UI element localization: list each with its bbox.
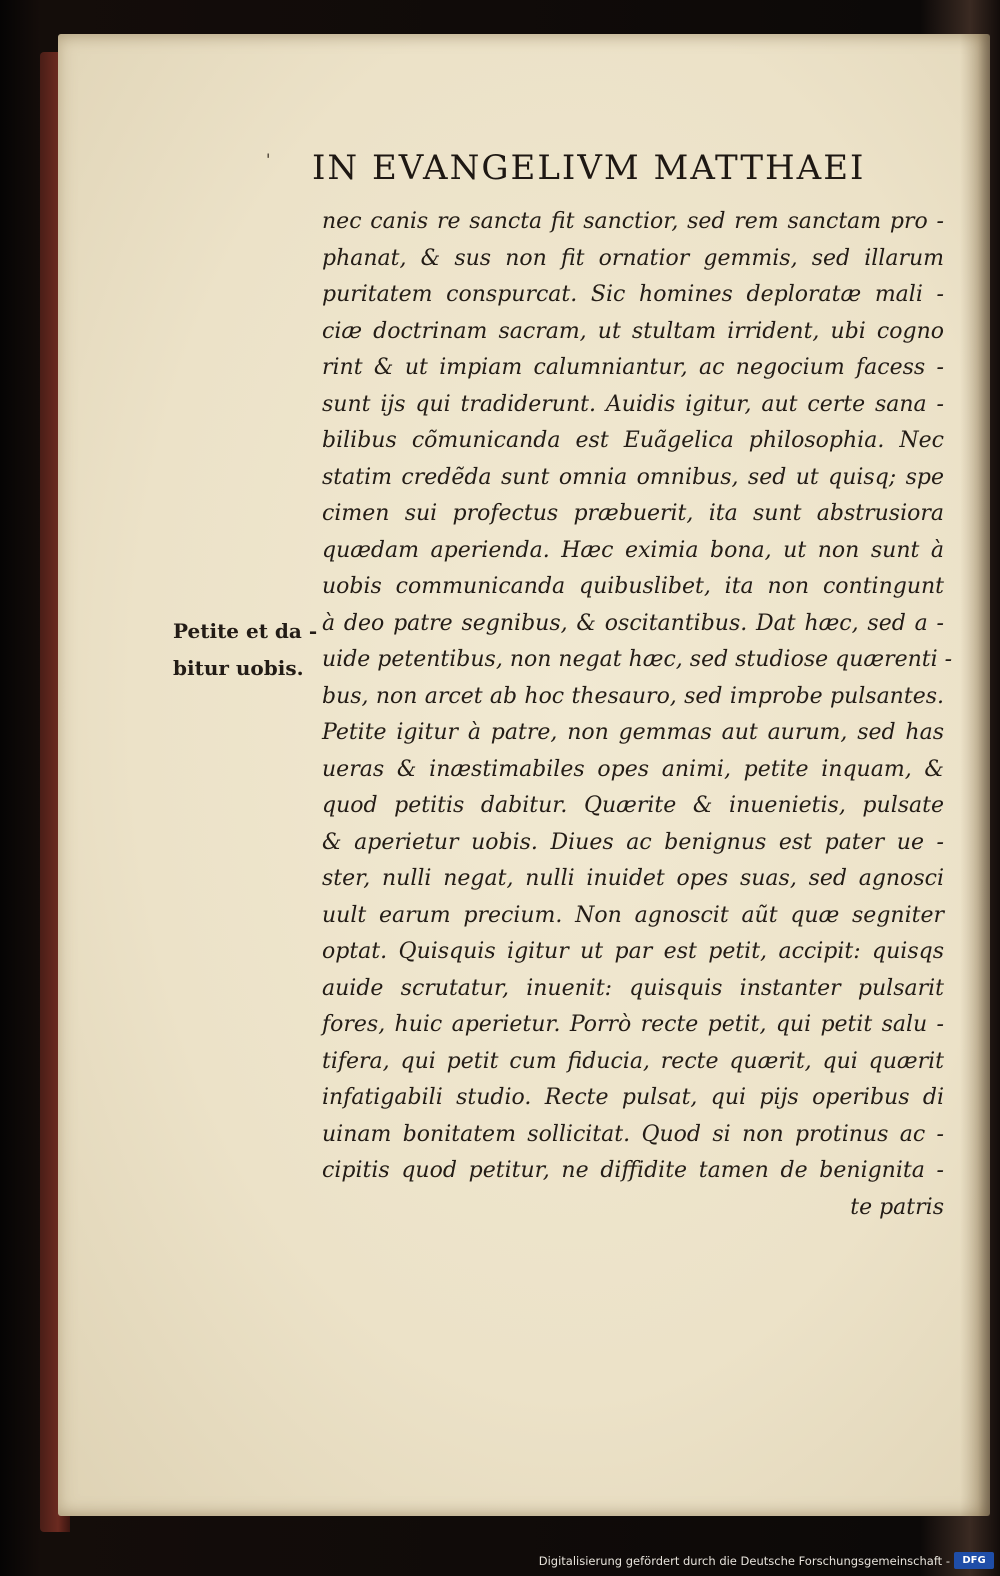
text-line: quædam aperienda. Hæc eximia bona, ut non sunt à: [322, 537, 944, 563]
text-line: phanat, & sus non fit ornatior gemmis, sed illarum: [322, 245, 944, 271]
text-line: puritatem conspurcat. Sic homines deploratæ mali -: [322, 282, 944, 307]
text-line: uult earum precium. Non agnoscit aũt quæ segniter: [322, 902, 944, 928]
main-text-block: [322, 204, 953, 1226]
page-gutter-shadow: [960, 34, 990, 1516]
text-line: Petite igitur à patre, non gemmas aut aurum, sed has: [322, 720, 944, 745]
text-line: nec canis re sancta fit sanctior, sed rem sanctam pro -: [322, 209, 944, 234]
text-line: statim credẽda sunt omnia omnibus, sed ut quisq; spe: [322, 464, 944, 490]
text-line: auide scrutatur, inuenit: quisquis instanter pulsarit: [322, 975, 944, 1001]
running-head: IN EVANGELIVM MATTHAEI: [312, 148, 866, 188]
dfg-logo: DFG: [954, 1552, 994, 1569]
text-line: rint & ut impiam calumniantur, ac negocium facess -: [322, 355, 944, 380]
digitization-footer: [0, 1548, 1000, 1576]
ink-mark: ': [266, 150, 271, 169]
text-line: uobis communicanda quibuslibet, ita non contingunt: [322, 574, 944, 599]
text-line: bus, non arcet ab hoc thesauro, sed improbe pulsantes.: [322, 683, 944, 709]
text-line: tifera, qui petit cum fiducia, recte quærit, qui quærit: [322, 1048, 944, 1074]
marginal-note-line: bitur uobis.: [173, 656, 304, 680]
text-line: ster, nulli negat, nulli inuidet opes suas, sed agnosci: [322, 866, 944, 891]
text-line: fores, huic aperietur. Porrò recte petit, qui petit salu -: [322, 1012, 944, 1037]
text-line: à deo patre segnibus, & oscitantibus. Dat hæc, sed a -: [322, 610, 944, 636]
text-line: sunt ijs qui tradiderunt. Auidis igitur, aut certe sana -: [322, 391, 944, 417]
text-line: cimen sui profectus præbuerit, ita sunt abstrusiora: [322, 501, 944, 526]
text-line: infatigabili studio. Recte pulsat, qui pijs operibus di: [322, 1085, 944, 1110]
text-line: optat. Quisquis igitur ut par est petit, accipit: quisqs: [322, 939, 944, 964]
catchword-line: te patris: [850, 1194, 944, 1220]
text-line: quod petitis dabitur. Quærite & inuenietis, pulsate: [322, 793, 944, 818]
text-line: ciæ doctrinam sacram, ut stultam irrident, ubi cogno: [322, 318, 944, 344]
text-line: & aperietur uobis. Diues ac benignus est pater ue -: [322, 829, 944, 855]
marginal-note: [173, 613, 323, 687]
text-line: ueras & inæstimabiles opes animi, petite inquam, &: [322, 756, 944, 782]
text-line: uinam bonitatem sollicitat. Quod si non protinus ac -: [322, 1121, 944, 1147]
funding-credit: Digitalisierung gefördert durch die Deutsche Forschungsgemeinschaft -: [538, 1554, 950, 1568]
text-line: bilibus cõmunicanda est Euãgelica philosophia. Nec: [322, 428, 944, 453]
text-line: cipitis quod petitur, ne diffidite tamen de benignita -: [322, 1158, 944, 1183]
text-line: uide petentibus, non negat hæc, sed studiose quærenti -: [322, 647, 953, 672]
marginal-note-line: Petite et da -: [173, 619, 318, 643]
